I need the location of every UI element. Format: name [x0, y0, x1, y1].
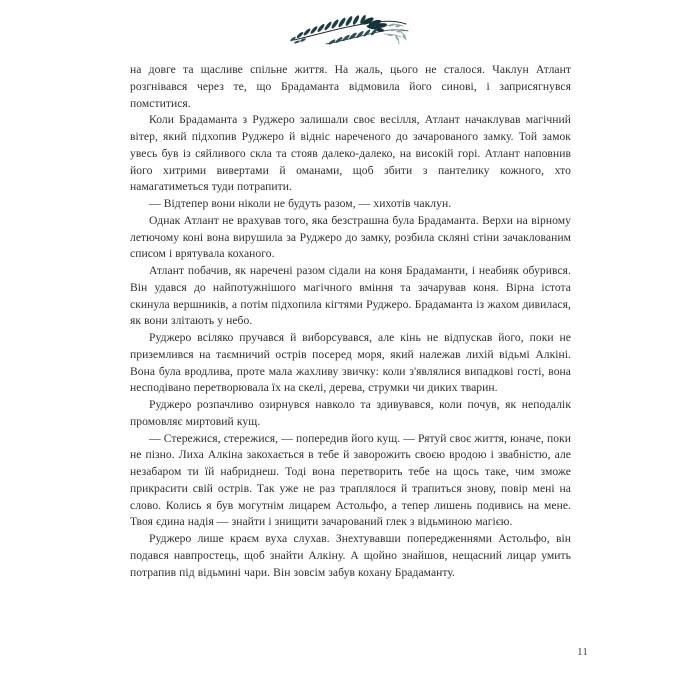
body-text-block	[130, 62, 571, 581]
page-number: 11	[577, 647, 588, 658]
paragraph: на довге та щасливе спільне життя. На жаль, цього не сталося. Чаклун Атлант розгнівався через те, що Брадаманта відмовила його синові, і заприсягнувся помститися.	[130, 63, 571, 110]
laurel-branch-ornament	[0, 8, 700, 52]
paragraph: Руджеро лише краєм вуха слухав. Знехтувавши попередженнями Астольфо, він подався навпростець, щоб знайти Алкіну. А щойно знайшов, нещасний лицар умить потрапив під відьмині чари. Він зовсім забув кохану Брадаманту.	[130, 532, 571, 579]
paragraph-dialogue: — Стережися, стережися, — попередив його кущ. — Рятуй своє життя, юначе, поки не пізно. Лиха Алкіна закохається в тебе й заворожить своєю вродою і звабністю, але незабаром ти їй набриднеш. Тоді вона перетворить тебе на щось таке, чим зможе прикрасити свій острів. Так уже не раз траплялося й трапиться знову, повір мені на слово. Колись я був могутнім лицарем Астольфо, а тепер лишень подивись на мене. Твоя єдина надія — знайти і знищити зачарований глек з відьминою магією.	[130, 431, 571, 529]
paragraph: Руджеро всіляко пручався й виборсувався, але кінь не відпускав його, поки не приземлився на таємничий острів посеред моря, який належав лихій відьмі Алкіні. Вона була вродлива, проте мала жахливу звичку: коли з'являлися випадкові гості, вона несподівано перетворювала їх на скелі, дерева, струмки чи диких тварин.	[130, 331, 571, 395]
paragraph: Атлант побачив, як наречені разом сідали на коня Брадаманти, і неабияк обурився. Він удався до найпотужнішого магічного вміння та зачарував коня. Вірна істота скинула вершників, а потім підхопила кігтями Руджеро. Брадаманта із жахом дивилася, як вони злітають у небо.	[130, 264, 571, 328]
paragraph-dialogue: — Відтепер вони ніколи не будуть разом, — хихотів чаклун.	[149, 197, 452, 210]
paragraph: Коли Брадаманта з Руджеро залишали своє весілля, Атлант начаклував магічний вітер, який підхопив Руджеро й відніс нареченого до зачарованого замку. Той замок увесь був із сяйливого скла та стояв далеко-далеко, на високій горі. Атлант наповнив його хитрими вивертами й оманами, щоб збити з пантелику кожного, хто намагатиметься туди потрапити.	[130, 113, 571, 194]
paragraph: Однак Атлант не врахував того, яка безстрашна була Брадаманта. Верхи на вірному летючому коні вона вирушила за Руджеро до замку, розбила скляні стіни зачаклованим списом і врятувала коханого.	[130, 213, 571, 261]
paragraph: Руджеро розпачливо озирнувся навколо та здивувався, коли почув, як неподалік промовляє миртовий кущ.	[130, 398, 571, 428]
